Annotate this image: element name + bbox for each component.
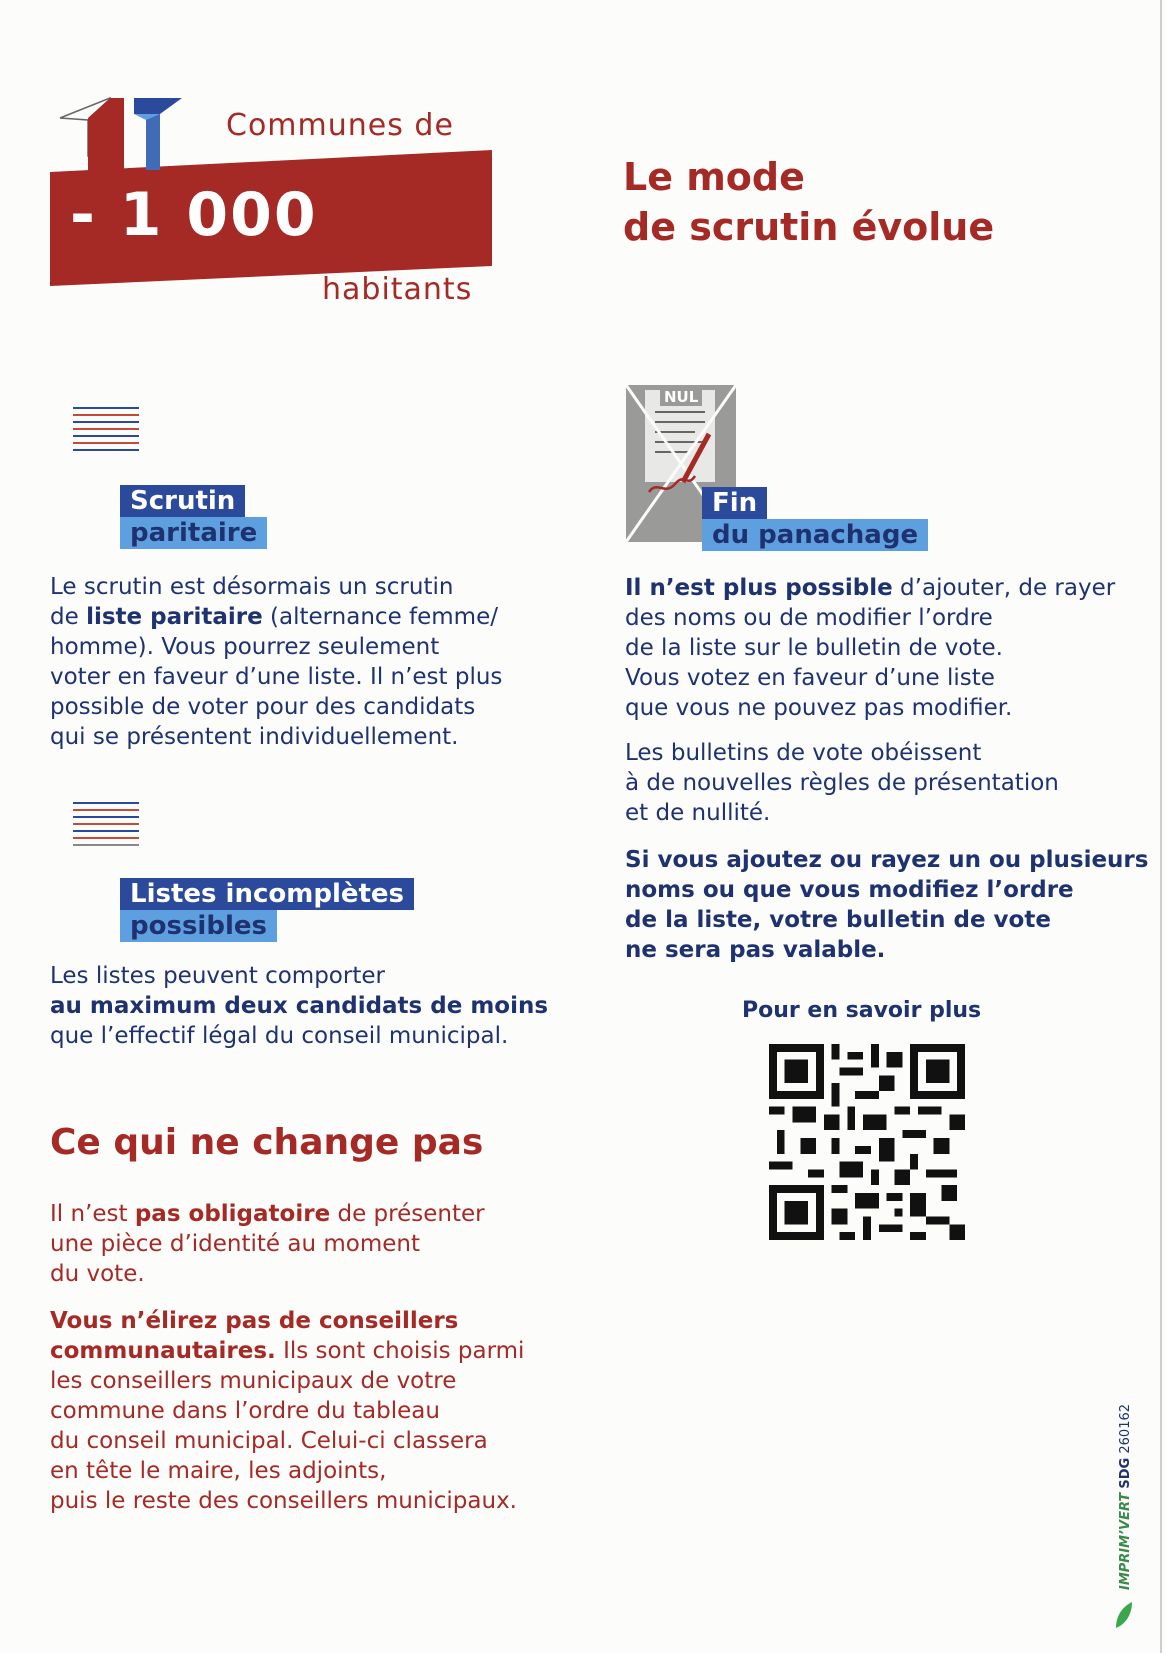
qr-code[interactable] [769, 1044, 965, 1240]
listes-text: Les listes peuvent comporter au maximum deux candidats de moins que l’effectif légal du conseil municipal. [50, 963, 549, 1049]
header-bottom-line: habitants [322, 272, 473, 307]
ballot-label: NUL [660, 388, 702, 406]
section-label-panachage: Fin du panachage [702, 487, 928, 551]
panachage-p3: Si vous ajoutez ou rayez un ou plusieurs noms ou que vous modifiez l’ordre de la liste, votre bulletin de vote ne sera pas valable. [625, 847, 1149, 963]
nochange-p1: Il n’est pas obligatoire de présenter une pièce d’identité au moment du vote. [50, 1201, 485, 1287]
list-lines-icon [73, 802, 139, 851]
header-number: - 1 000 [70, 180, 318, 250]
leaf-icon [1114, 1600, 1134, 1630]
section-label-listes: Listes incomplètes possibles [120, 878, 414, 942]
list-lines-icon [73, 407, 139, 456]
section-title-nochange: Ce qui ne change pas [50, 1122, 484, 1163]
page-title: Le mode de scrutin évolue [623, 155, 995, 249]
panachage-p1: Il n’est plus possible d’ajouter, de rayer des noms ou de modifier l’ordre de la liste sur le bulletin de vote. Vous votez en faveur d’une liste que vous ne pouvez pas modifier. [625, 575, 1116, 721]
page-edge [1160, 0, 1162, 1653]
section-label-paritaire: Scrutin paritaire [120, 485, 267, 549]
paritaire-text: Le scrutin est désormais un scrutin de liste paritaire (alternance femme/ homme). Vous pourrez seulement voter en faveur d’une liste. Il n’est plus possible de voter pour des candidats qui se présentent individuellement. [50, 574, 503, 750]
imprint-text: IMPRIM’VERT SDG 260162 [1118, 1403, 1133, 1590]
qr-title: Pour en savoir plus [742, 998, 982, 1023]
panachage-p2: Les bulletins de vote obéissent à de nouvelles règles de présentation et de nullité. [625, 740, 1059, 826]
header-top-line: Communes de [226, 108, 454, 143]
nochange-p2: Vous n’élirez pas de conseillers communautaires. Ils sont choisis parmi les conseillers municipaux de votre commune dans l’ordre du tableau du conseil municipal. Celui-ci classera en tête le maire, les adjoints, puis le reste des conseillers municipaux. [50, 1308, 525, 1514]
